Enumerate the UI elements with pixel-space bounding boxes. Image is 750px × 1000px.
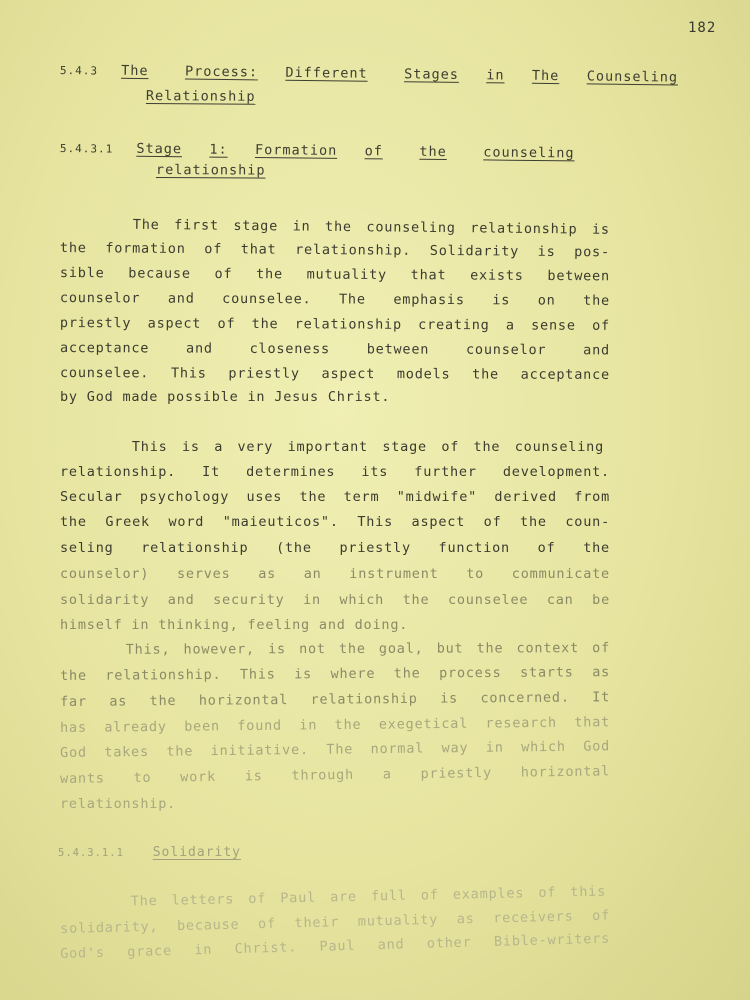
text-line: God's grace in Christ. Paul and other Bible-writers	[60, 930, 611, 962]
text-line: himself in thinking, feeling and doing.	[60, 617, 409, 633]
section-heading-5-4-3-line2: Relationship	[145, 88, 256, 105]
text-line: acceptance and closeness between counselor and	[59, 340, 610, 359]
text-line: by God made possible in Jesus Christ.	[60, 389, 391, 405]
text-line: relationship.	[60, 796, 177, 812]
section-heading-5-4-3-1: 5.4.3.1 Stage 1: Formation of the counseling	[59, 140, 575, 162]
text-line: counselor) serves as an instrument to communicate	[60, 566, 610, 582]
text-line: seling relationship (the priestly function of the	[60, 540, 610, 556]
text-line: relationship. It determines its further development.	[60, 464, 610, 480]
text-line: the relationship. This is where the process starts as	[60, 664, 611, 684]
text-line: This is a very important stage of the counseling	[60, 439, 604, 455]
text-line: wants to work is through a priestly horizontal	[60, 763, 611, 787]
section-number: 5.4.3.1.1	[58, 847, 124, 859]
text-line: This, however, is not the goal, but the context of	[60, 640, 611, 658]
text-line: counselor and counselee. The emphasis is on the	[59, 290, 610, 309]
text-line: far as the horizontal relationship is concerned. It	[60, 689, 611, 710]
page-number: 182	[688, 20, 717, 36]
text-line: counselee. This priestly aspect models the acceptance	[59, 365, 610, 383]
text-line: sible because of the mutuality that exists between	[59, 265, 610, 285]
section-heading-5-4-3-1-1	[58, 845, 241, 860]
text-line: the Greek word "maieuticos". This aspect of the coun-	[60, 514, 610, 530]
section-title: Solidarity	[152, 845, 242, 860]
bleed-through-text	[300, 96, 308, 110]
section-heading-5-4-3: 5.4.3 The Process: Different Stages in The Counseling	[59, 62, 679, 86]
text-line: The first stage in the counseling relationship is	[59, 216, 610, 238]
text-line: God takes the initiative. The normal way in which God	[60, 738, 611, 761]
text-line: the formation of that relationship. Solidarity is pos-	[59, 240, 610, 261]
section-number: 5.4.3	[59, 63, 99, 78]
section-number: 5.4.3.1	[59, 141, 114, 156]
section-heading-5-4-3-1-line2: relationship	[155, 162, 266, 179]
text-line: solidarity, because of their mutuality as receivers of	[60, 907, 611, 937]
text-line: The letters of Paul are full of examples of this	[60, 883, 607, 911]
text-line: has already been found in the exegetical research that	[60, 714, 611, 736]
text-line: solidarity and security in which the counselee can be	[60, 592, 610, 608]
text-line: Secular psychology uses the term "midwife" derived from	[60, 489, 610, 505]
text-line: priestly aspect of the relationship creating a sense of	[59, 315, 610, 334]
